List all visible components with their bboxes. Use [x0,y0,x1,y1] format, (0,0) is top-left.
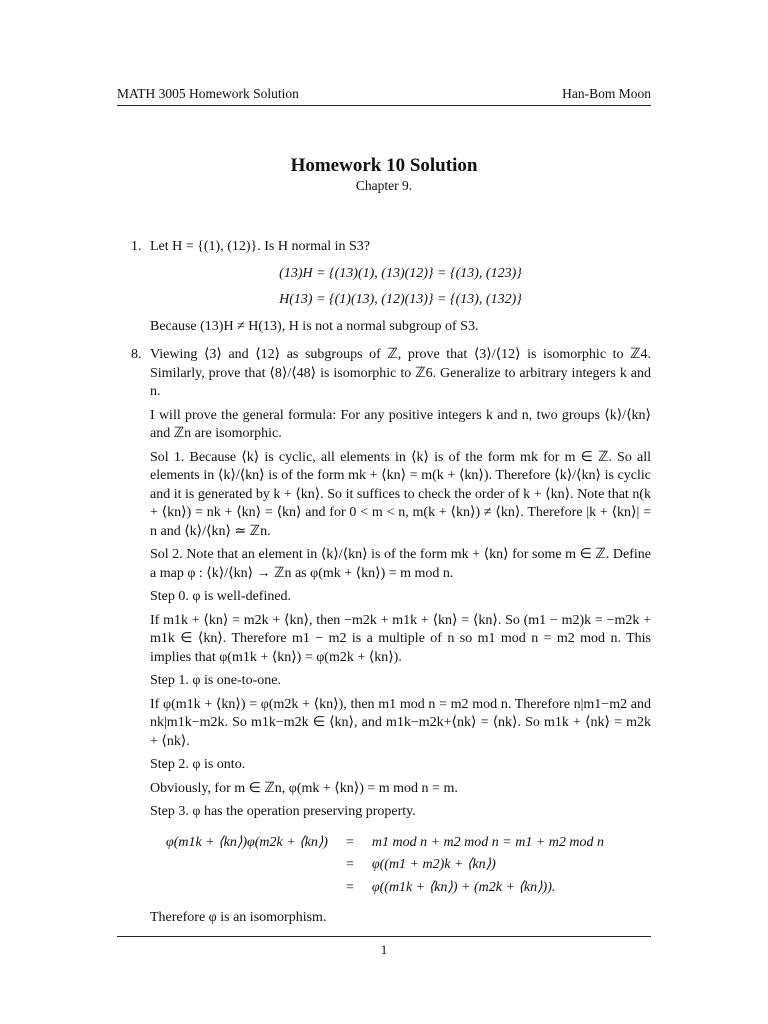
step-1-text: If φ(m1k + ⟨kn⟩) = φ(m2k + ⟨kn⟩), then m1 mod n = m2 mod n. Therefore n|m1−m2 and nk|m1k−m2k. So m1k−m2k ∈ ⟨kn⟩, and m1k−m2k+⟨nk⟩ = ⟨nk⟩. So m1k + ⟨nk⟩ = m2k + ⟨nk⟩. [150,696,651,749]
align-lhs: φ(m1k + ⟨kn⟩)φ(m2k + ⟨kn⟩) [166,834,328,850]
header-course: MATH 3005 Homework Solution [117,86,299,101]
align-equals: = [345,834,354,850]
problem-1 [117,238,651,336]
problem-number: 1. [131,239,142,254]
step-0-text: If m1k + ⟨kn⟩ = m2k + ⟨kn⟩, then −m2k + m1k + ⟨kn⟩ = ⟨kn⟩. So (m1 − m2)k = −m2k + m1k ∈ ⟨kn⟩. Therefore m1 − m2 is a multiple of n so m1 mod n = m2 mod n. This implies that φ(m1k + ⟨kn⟩) = φ(m2k + ⟨kn⟩). [150,612,651,665]
document-title: Homework 10 Solution [290,155,478,176]
header-rule [117,105,651,106]
step-2-text: Obviously, for m ∈ ℤn, φ(mk + ⟨kn⟩) = m mod n = m. [150,780,458,796]
problem-question: Let H = {(1), (12)}. Is H normal in S3? [150,239,371,254]
align-rhs-2: φ((m1 + m2)k + ⟨kn⟩) [371,857,496,872]
document-subtitle: Chapter 9. [355,178,413,193]
display-equation: (13)H = {(13)(1), (13)(12)} = {(13), (123)} [279,265,522,281]
align-equals: = [345,857,354,872]
document-body [117,238,651,938]
solution-2: Sol 2. Note that an element in ⟨k⟩/⟨kn⟩ is of the form mk + ⟨kn⟩ for some m ∈ ℤ. Define a map φ : ⟨k⟩/⟨kn⟩ → ℤn as φ(mk + ⟨kn⟩) = m mod n. [150,547,651,581]
step-1-heading: Step 1. φ is one-to-one. [150,673,281,688]
problem-number: 8. [131,347,142,362]
aligned-equations [160,832,610,900]
problem-8 [117,346,651,928]
solution-1: Sol 1. Because ⟨k⟩ is cyclic, all elements in ⟨k⟩ is of the form mk for m ∈ ℤ. So all elements in ⟨k⟩/⟨kn⟩ is of the form mk + ⟨kn⟩ = m(k + ⟨kn⟩). Therefore ⟨k⟩/⟨kn⟩ is cyclic and it is generated by k + ⟨kn⟩. So it suffices to check the order of k + ⟨kn⟩. Note that n(k + ⟨kn⟩) = nk + ⟨kn⟩ = ⟨kn⟩ and for 0 < m < n, m(k + ⟨kn⟩) ≠ ⟨kn⟩. Therefore |k + ⟨kn⟩| = n and ⟨k⟩/⟨kn⟩ ≃ ℤn. [150,449,651,539]
problem-conclusion: Because (13)H ≠ H(13), H is not a normal subgroup of S3. [150,318,479,334]
step-3-heading: Step 3. φ has the operation preserving property. [150,804,416,819]
footer-rule [117,936,651,937]
page-number: 1 [380,942,388,957]
header-author: Han-Bom Moon [562,86,651,101]
align-rhs-1: m1 mod n + m2 mod n = m1 + m2 mod n [371,834,604,850]
align-rhs-3: φ((m1k + ⟨kn⟩) + (m2k + ⟨kn⟩)). [371,879,556,895]
general-claim: I will prove the general formula: For any positive integers k and n, two groups ⟨k⟩/⟨kn⟩ and ℤn are isomorphic. [150,407,651,441]
step-2-heading: Step 2. φ is onto. [150,757,246,772]
align-equals: = [345,879,354,895]
step-0-heading: Step 0. φ is well-defined. [150,589,292,604]
problem-conclusion: Therefore φ is an isomorphism. [150,910,327,925]
problem-question: Viewing ⟨3⟩ and ⟨12⟩ as subgroups of ℤ, prove that ⟨3⟩/⟨12⟩ is isomorphic to ℤ4. Similarly, prove that ⟨8⟩/⟨48⟩ is isomorphic to ℤ6. Generalize to arbitrary integers k and n. [150,347,651,399]
display-equation: H(13) = {(1)(13), (12)(13)} = {(13), (132)} [279,292,522,307]
running-header [117,86,651,104]
